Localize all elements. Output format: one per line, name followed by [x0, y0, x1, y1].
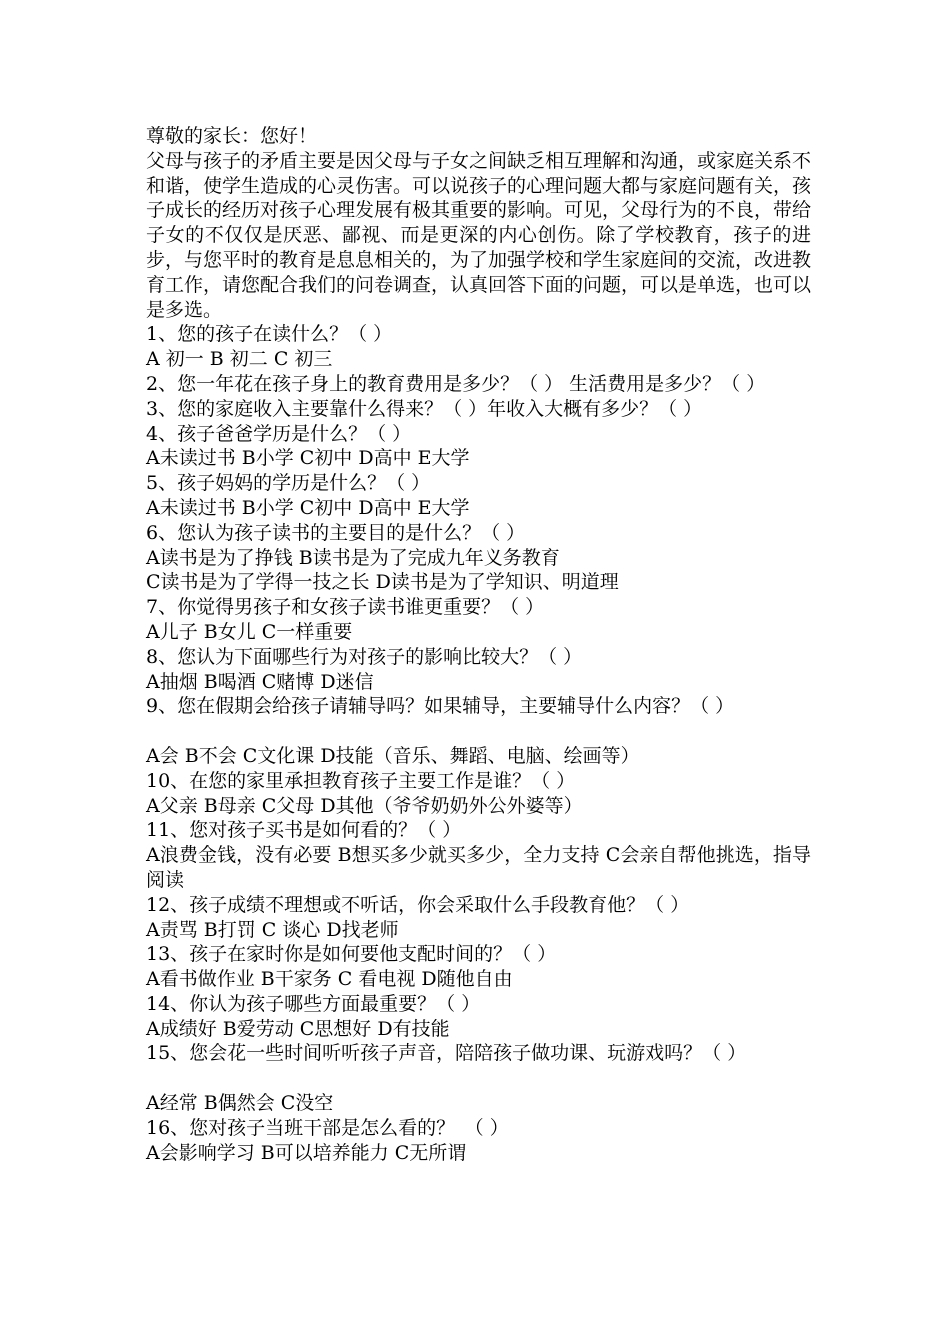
question-line: 1、您的孩子在读什么？（ ）	[146, 323, 393, 346]
answer-options-line: A成绩好 B爱劳动 C思想好 D有技能	[146, 1017, 450, 1040]
answer-options-line: A未读过书 B小学 C初中 D高中 E大学	[146, 496, 470, 519]
question-list	[146, 322, 811, 1165]
answer-options-line: A浪费金钱，没有必要 B想买多少就买多少，全力支持 C会亲自帮他挑选，指导阅读	[146, 844, 811, 891]
intro-paragraph: 父母与孩子的矛盾主要是因父母与子女之间缺乏相互理解和沟通，或家庭关系不和谐，使学生造成的心灵伤害。可以说孩子的心理问题大都与家庭问题有关，孩子成长的经历对孩子心理发展有极其重要的影响。可见，父母行为的不良，带给子女的不仅仅是厌恶、鄙视、而是更深的内心创伤。除了学校教育，孩子的进步，与您平时的教育是息息相关的，为了加强学校和学生家庭间的交流，改进教育工作，请您配合我们的问卷调查，认真回答下面的问题，可以是单选，也可以是多选。	[146, 149, 812, 321]
answer-options-line: C读书是为了学得一技之长 D读书是为了学知识、明道理	[146, 571, 619, 594]
question-line: 2、您一年花在孩子身上的教育费用是多少？（ ） 生活费用是多少？（ ）	[146, 372, 766, 395]
answer-options-line: A读书是为了挣钱 B读书是为了完成九年义务教育	[146, 546, 560, 569]
answer-options-line: A经常 B偶然会 C没空	[146, 1092, 334, 1115]
question-line: 8、您认为下面哪些行为对孩子的影响比较大？（ ）	[146, 645, 583, 668]
question-line: 3、您的家庭收入主要靠什么得来？（ ）年收入大概有多少？（ ）	[146, 397, 703, 420]
answer-options-line: A儿子 B女儿 C一样重要	[146, 620, 353, 643]
answer-options-line: A会影响学习 B可以培养能力 C无所谓	[146, 1141, 467, 1164]
question-line: 7、你觉得男孩子和女孩子读书谁更重要？（ ）	[146, 596, 545, 619]
answer-options-line: A会 B不会 C文化课 D技能（音乐、舞蹈、电脑、绘画等）	[146, 744, 640, 767]
question-line: 9、您在假期会给孩子请辅导吗？如果辅导，主要辅导什么内容？（ ）	[146, 695, 735, 718]
question-line: 16、您对孩子当班干部是怎么看的？ （ ）	[146, 1116, 509, 1139]
question-line: 4、孩子爸爸学历是什么？（ ）	[146, 422, 412, 445]
answer-options-line: A父亲 B母亲 C父母 D其他（爷爷奶奶外公外婆等）	[146, 794, 583, 817]
answer-options-line: A责骂 B打罚 C 谈心 D找老师	[146, 918, 399, 941]
answer-options-line: A 初一 B 初二 C 初三	[146, 348, 333, 371]
greeting: 尊敬的家长：您好！	[146, 125, 318, 147]
question-line: 11、您对孩子买书是如何看的？（ ）	[146, 819, 462, 842]
answer-options-line: A未读过书 B小学 C初中 D高中 E大学	[146, 447, 470, 470]
answer-options-line: A抽烟 B喝酒 C赌博 D迷信	[146, 670, 374, 693]
blank-line	[146, 719, 811, 744]
blank-line	[146, 1066, 811, 1091]
question-line: 13、孩子在家时你是如何要他支配时间的？（ ）	[146, 943, 557, 966]
question-line: 5、孩子妈妈的学历是什么？（ ）	[146, 472, 431, 495]
answer-options-line: A看书做作业 B干家务 C 看电视 D随他自由	[146, 968, 513, 991]
question-line: 15、您会花一些时间听听孩子声音，陪陪孩子做功课、玩游戏吗？（ ）	[146, 1042, 747, 1065]
survey-document	[146, 124, 811, 1165]
question-line: 12、孩子成绩不理想或不听话，你会采取什么手段教育他？（ ）	[146, 893, 690, 916]
question-line: 6、您认为孩子读书的主要目的是什么？（ ）	[146, 521, 526, 544]
question-line: 10、在您的家里承担教育孩子主要工作是谁？（ ）	[146, 769, 576, 792]
question-line: 14、你认为孩子哪些方面最重要？（ ）	[146, 992, 481, 1015]
